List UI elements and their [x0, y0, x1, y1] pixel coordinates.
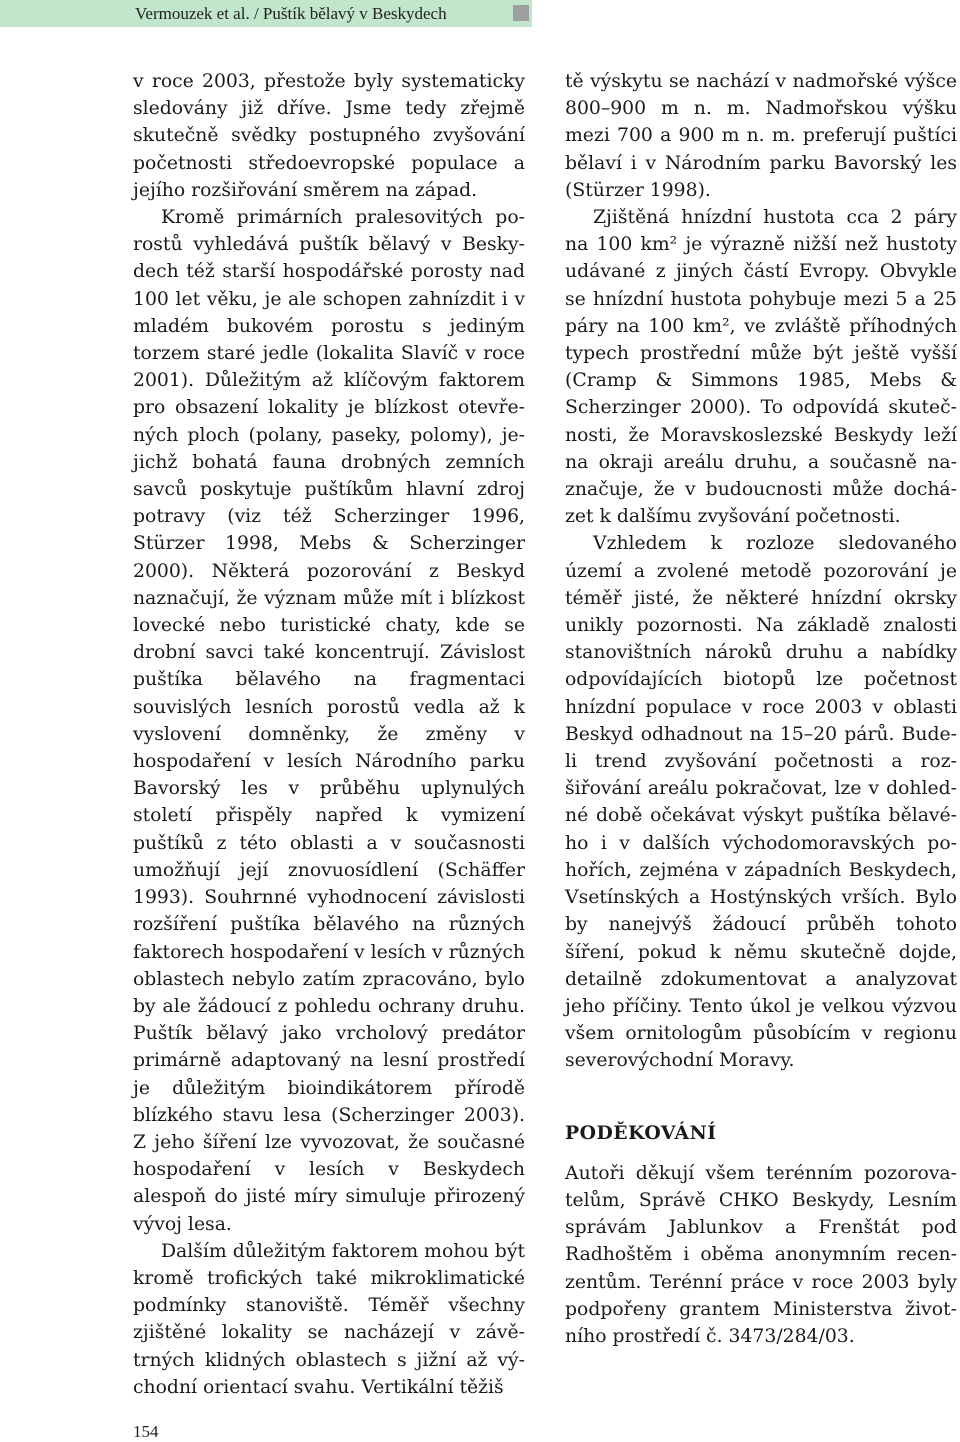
paragraph-microclimate: Dalším důležitým faktorem mohou být kromě trofických také mikroklimatické podmínky stanoviště. Téměř všechny zjištěné lokality se nacházejí v závětrných klidných oblastech s jižní až východní orientací svahu. Vertikální těžiš [133, 1240, 525, 1398]
acknowledgements-heading: PODĚKOVÁNÍ [565, 1121, 717, 1144]
paragraph-population-estimate: Vzhledem k rozloze sledovaného území a zvolené metodě pozorování je téměř jisté, že některé hnízdní okrsky unikly pozornosti. Na základě znalosti stanovištních nároků druhu a nabídky odpovídajících biotopů lze početnost hnízdní populace v roce 2003 v oblasti Beskyd odhadnout na 15–20 párů. Bude-li trend zvyšování početnosti a rozšiřování areálu pokračovat, lze v dohledné době očekávat výskyt puštíka bělavého i v dalších východomoravských pohořích, zejména v západních Beskydech, Vsetínských a Hostýnských vrších. Bylo by nanejvýš žádoucí průběh tohoto šíření, pokud k němu skutečně dojde, detailně zdokumentovat a analyzovat jeho příčiny. Tento úkol je velkou výzvou všem ornitologům působícím v regionu severovýchodní Moravy. [565, 533, 957, 1072]
right-text-column [565, 68, 957, 1350]
paragraph-habitat: Kromě primárních pralesovitých porostů vyhledává puštík bělavý v Beskydech též starší hospodářské porosty nad 100 let věku, je ale schopen zahnízdit i v mladém bukovém porostu s jediným torzem staré jedle (lokalita Slavíč v roce 2001). Důležitým až klíčovým faktorem pro obsazení lokality je blízkost otevřených ploch (polany, paseky, polomy), jejichž bohatá fauna drobných zemních savců poskytuje puštíkům hlavní zdroj potravy (viz též Scherzinger 1996, Stürzer 1998, Mebs & Scherzinger 2000). Některá pozorování z Beskyd naznačují, že význam může mít i blízkost lovecké nebo turistické chaty, kde se drobní savci také koncentrují. Závislost puštíka bělavého na fragmentaci souvislých lesních porostů vedla až k vyslovení domněnky, že změny v hospodaření v lesích Národního parku Bavorský les v průběhu uplynulých století přispěly napřed k vymizení puštíků z této oblasti a v současnosti umožňují její znovuosídlení (Schäffer 1993). Souhrnné vyhodnocení závislosti rozšíření puštíka bělavého na různých faktorech hospodaření v lesích v různých oblastech nebylo zatím zpracováno, bylo by ale žádoucí z pohledu ochrany druhu. Puštík bělavý jako vrcholový predátor primárně adaptovaný na lesní prostředí je důležitým bioindikátorem přírodě blízkého stavu lesa (Scherzinger 2003). Z jeho šíření lze vyvozovat, že současné hospodaření v lesích v Beskydech alespoň do jisté míry simuluje přirozený vývoj lesa. [133, 207, 525, 1235]
page-number: 154 [133, 1422, 159, 1441]
paragraph-altitude: tě výskytu se nachází v nadmořské výšce 800–900 m n. m. Nadmořskou výšku mezi 700 a 900 m n. m. preferují puštíci bělaví i v Národním parku Bavorský les (Stürzer 1998). [565, 71, 957, 201]
paragraph-continued: v roce 2003, přestože byly systematicky sledovány již dříve. Jsme tedy zřejmě skutečně svědky postupného zvyšování početnosti středoevropské populace a jejího rozšiřování směrem na západ. [133, 71, 525, 201]
left-text-column [133, 68, 525, 1401]
acknowledgements-text: Autoři děkují všem terénním pozorovatelům, Správě CHKO Beskydy, Lesním správám Jablunkov a Frenštát pod Radhoštěm i oběma anonymním recenzentům. Terénní práce v roce 2003 byly podpořeny grantem Ministerstva životního prostředí č. 3473/284/03. [565, 1162, 957, 1347]
section-spacer [565, 1075, 957, 1120]
running-header-title: Vermouzek et al. / Puštík bělavý v Beskydech [135, 4, 447, 23]
paragraph-density: Zjištěná hnízdní hustota cca 2 páry na 100 km² je výrazně nižší než hustoty udávané z jiných částí Evropy. Obvykle se hnízdní hustota pohybuje mezi 5 a 25 páry na 100 km², ve zvláště příhodných typech prostřední může být ještě vyšší (Cramp & Simmons 1985, Mebs & Scherzinger 2000). To odpovídá skutečnosti, že Moravskoslezské Beskydy leží na okraji areálu druhu, a současně naznačuje, že v budoucnosti může docházet k dalšímu zvyšování početnosti. [565, 207, 957, 528]
header-marker-square [513, 5, 529, 21]
heading-spacer [565, 1147, 957, 1160]
